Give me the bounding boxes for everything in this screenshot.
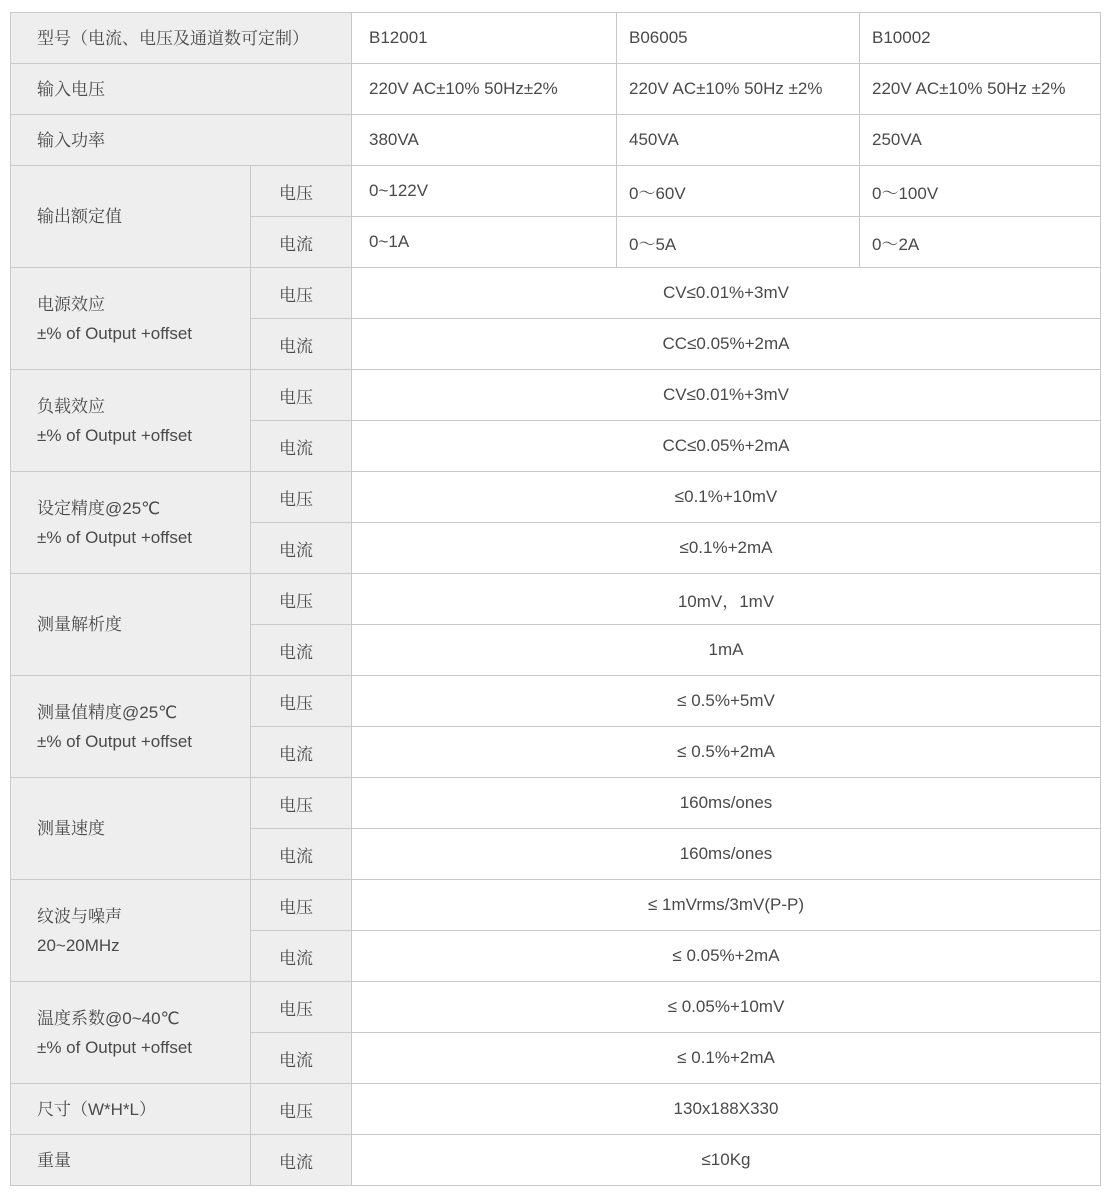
input-power-value-3: 250VA: [860, 115, 1101, 166]
spec-current-label: 电流: [251, 1033, 352, 1084]
spec-current-value: ≤ 0.1%+2mA: [352, 1033, 1101, 1084]
table-row-spec-voltage: [11, 574, 1101, 625]
table-row-spec-voltage: [11, 472, 1101, 523]
spec-voltage-value: ≤ 0.05%+10mV: [352, 982, 1101, 1033]
spec-voltage-label: 电压: [251, 574, 352, 625]
table-row-model: [11, 13, 1101, 64]
rated-voltage-value-1: 0~122V: [352, 166, 617, 217]
spec-title-cell: [11, 778, 251, 880]
weight-sub-label: 电流: [251, 1135, 352, 1186]
spec-subtitle: 20~20MHz: [37, 935, 120, 955]
spec-title: 设定精度@25℃: [37, 498, 161, 518]
spec-subtitle: ±% of Output +offset: [37, 1037, 193, 1057]
spec-current-label: 电流: [251, 829, 352, 880]
spec-current-label: 电流: [251, 523, 352, 574]
spec-title: 测量值精度@25℃: [37, 702, 178, 722]
input-voltage-value-2: 220V AC±10% 50Hz ±2%: [617, 64, 860, 115]
rated-output-voltage-label: 电压: [251, 166, 352, 217]
table-row-input-power: [11, 115, 1101, 166]
input-power-label: 输入功率: [11, 115, 352, 166]
spec-title-cell: [11, 982, 251, 1084]
spec-current-label: 电流: [251, 727, 352, 778]
table-row-spec-voltage: [11, 676, 1101, 727]
spec-current-value: CC≤0.05%+2mA: [352, 319, 1101, 370]
spec-title: 测量速度: [37, 819, 105, 838]
size-label: 尺寸（W*H*L）: [11, 1084, 251, 1135]
spec-current-label: 电流: [251, 319, 352, 370]
spec-current-value: 1mA: [352, 625, 1101, 676]
spec-subtitle: ±% of Output +offset: [37, 527, 193, 547]
spec-voltage-label: 电压: [251, 778, 352, 829]
table-row-weight: [11, 1135, 1101, 1186]
spec-current-value: ≤0.1%+2mA: [352, 523, 1101, 574]
spec-title-cell: [11, 880, 251, 982]
table-row-spec-voltage: [11, 370, 1101, 421]
input-voltage-value-1: 220V AC±10% 50Hz±2%: [352, 64, 617, 115]
spec-voltage-value: ≤ 1mVrms/3mV(P-P): [352, 880, 1101, 931]
spec-current-value: 160ms/ones: [352, 829, 1101, 880]
spec-voltage-label: 电压: [251, 268, 352, 319]
model-b12001: B12001: [352, 13, 617, 64]
spec-voltage-value: CV≤0.01%+3mV: [352, 268, 1101, 319]
model-b10002: B10002: [860, 13, 1101, 64]
spec-title-cell: [11, 472, 251, 574]
spec-voltage-label: 电压: [251, 982, 352, 1033]
spec-title: 负载效应: [37, 396, 105, 416]
spec-current-value: ≤ 0.05%+2mA: [352, 931, 1101, 982]
input-power-value-1: 380VA: [352, 115, 617, 166]
rated-output-label: 输出额定值: [11, 166, 251, 268]
spec-title: 纹波与噪声: [37, 906, 122, 926]
spec-title: 温度系数@0~40℃: [37, 1008, 180, 1028]
spec-voltage-value: 10mV，1mV: [352, 574, 1101, 625]
spec-voltage-value: ≤0.1%+10mV: [352, 472, 1101, 523]
table-row-spec-voltage: [11, 778, 1101, 829]
spec-voltage-label: 电压: [251, 880, 352, 931]
rated-voltage-value-2: 0～60V: [617, 166, 860, 217]
model-header-label: 型号（电流、电压及通道数可定制）: [11, 13, 352, 64]
spec-current-label: 电流: [251, 625, 352, 676]
spec-title: 电源效应: [37, 294, 105, 314]
spec-subtitle: ±% of Output +offset: [37, 731, 193, 751]
size-sub-label: 电压: [251, 1084, 352, 1135]
rated-output-current-label: 电流: [251, 217, 352, 268]
weight-value: ≤10Kg: [352, 1135, 1101, 1186]
spec-current-label: 电流: [251, 931, 352, 982]
size-value: 130x188X330: [352, 1084, 1101, 1135]
table-row-spec-voltage: [11, 982, 1101, 1033]
spec-current-value: ≤ 0.5%+2mA: [352, 727, 1101, 778]
spec-voltage-label: 电压: [251, 472, 352, 523]
spec-title-cell: [11, 370, 251, 472]
table-row-spec-voltage: [11, 268, 1101, 319]
rated-current-value-2: 0～5A: [617, 217, 860, 268]
weight-label: 重量: [11, 1135, 251, 1186]
spec-voltage-label: 电压: [251, 370, 352, 421]
input-power-value-2: 450VA: [617, 115, 860, 166]
spec-voltage-label: 电压: [251, 676, 352, 727]
spec-subtitle: ±% of Output +offset: [37, 425, 193, 445]
spec-title-cell: [11, 268, 251, 370]
spec-table: [10, 12, 1101, 1186]
table-row-size: [11, 1084, 1101, 1135]
spec-current-label: 电流: [251, 421, 352, 472]
model-b06005: B06005: [617, 13, 860, 64]
spec-voltage-value: ≤ 0.5%+5mV: [352, 676, 1101, 727]
input-voltage-label: 输入电压: [11, 64, 352, 115]
spec-title-cell: [11, 676, 251, 778]
spec-voltage-value: 160ms/ones: [352, 778, 1101, 829]
rated-voltage-value-3: 0～100V: [860, 166, 1101, 217]
spec-current-value: CC≤0.05%+2mA: [352, 421, 1101, 472]
spec-title-cell: [11, 574, 251, 676]
spec-voltage-value: CV≤0.01%+3mV: [352, 370, 1101, 421]
table-row-rated-output-voltage: [11, 166, 1101, 217]
rated-current-value-1: 0~1A: [352, 217, 617, 268]
spec-title: 测量解析度: [37, 615, 122, 634]
table-row-spec-voltage: [11, 880, 1101, 931]
rated-current-value-3: 0～2A: [860, 217, 1101, 268]
input-voltage-value-3: 220V AC±10% 50Hz ±2%: [860, 64, 1101, 115]
spec-subtitle: ±% of Output +offset: [37, 323, 193, 343]
table-row-input-voltage: [11, 64, 1101, 115]
